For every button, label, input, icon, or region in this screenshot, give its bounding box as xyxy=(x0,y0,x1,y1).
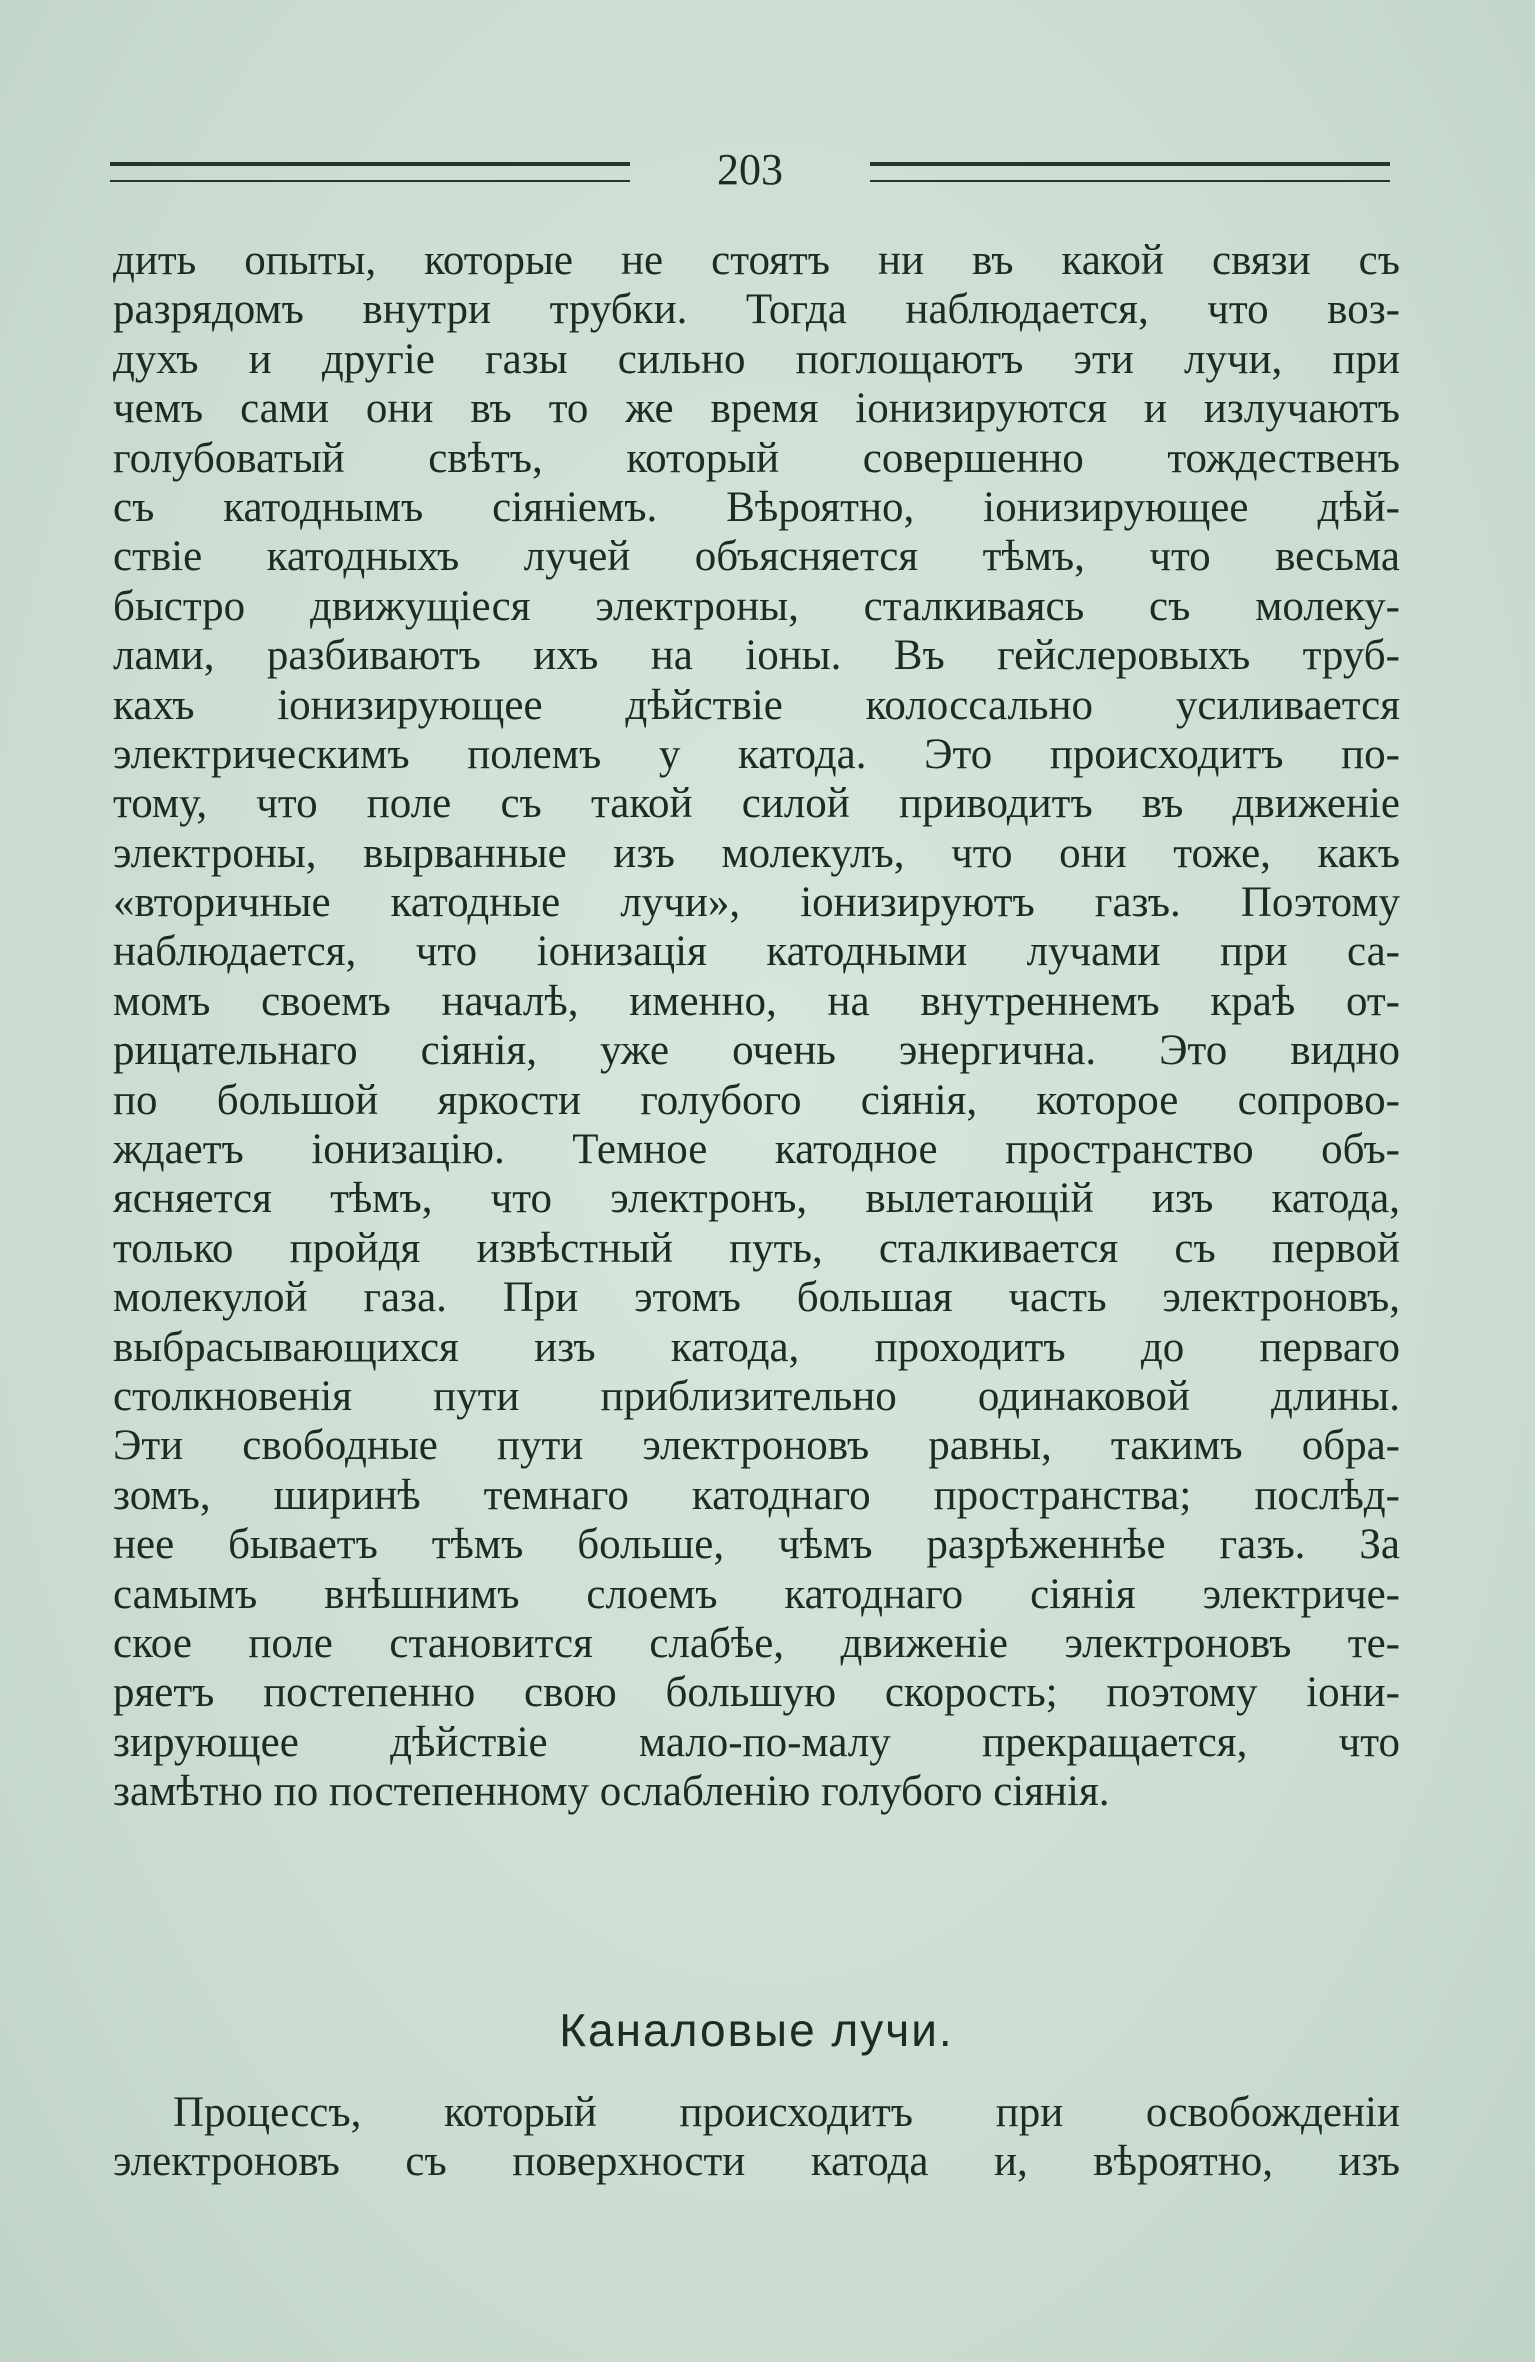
text-line: ряетъ постепенно свою большую скорость; поэтому іони- xyxy=(113,1669,1400,1717)
text-line: зирующее дѣйствіе мало-по-малу прекращается, что xyxy=(113,1718,1400,1766)
text-line: столкновенія пути приблизительно одинаковой длины. xyxy=(113,1372,1400,1420)
text-line: разрядомъ внутри трубки. Тогда наблюдается, что воз- xyxy=(113,286,1400,334)
text-line: духъ и другіе газы сильно поглощаютъ эти лучи, при xyxy=(113,335,1400,383)
paragraph-2 xyxy=(113,2088,1400,2187)
text-line: момъ своемъ началѣ, именно, на внутреннемъ краѣ от- xyxy=(113,977,1400,1025)
text-line: Процессъ, который происходитъ при освобожденіи xyxy=(173,2089,1400,2136)
text-line: быстро движущіеся электроны, сталкиваясь съ молеку- xyxy=(113,582,1400,630)
text-line: электроновъ съ поверхности катода и, вѣроятно, изъ xyxy=(113,2138,1400,2186)
text-line: чемъ сами они въ то же время іонизируются и излучаютъ xyxy=(113,385,1400,433)
text-line: молекулой газа. При этомъ большая часть электроновъ, xyxy=(113,1274,1400,1322)
text-line: ствіе катодныхъ лучей объясняется тѣмъ, что весьма xyxy=(113,533,1400,581)
text-line: выбрасывающихся изъ катода, проходитъ до перваго xyxy=(113,1323,1400,1371)
header-rule-right xyxy=(870,162,1390,182)
text-line: наблюдается, что іонизація катодными лучами при са- xyxy=(113,928,1400,976)
text-line: дить опыты, которые не стоятъ ни въ какой связи съ xyxy=(113,237,1400,284)
paragraph-1 xyxy=(113,236,1400,1817)
text-line: электроны, вырванные изъ молекулъ, что они тоже, какъ xyxy=(113,829,1400,877)
text-line: замѣтно по постепенному ослабленію голубого сіянія. xyxy=(113,1768,1110,1816)
text-line: самымъ внѣшнимъ слоемъ катоднаго сіянія электриче- xyxy=(113,1570,1400,1618)
text-line: лами, разбиваютъ ихъ на іоны. Въ гейслеровыхъ труб- xyxy=(113,632,1400,680)
text-line: рицательнаго сіянія, уже очень энергична. Это видно xyxy=(113,1027,1400,1075)
page-header xyxy=(110,140,1390,200)
text-line: ждаетъ іонизацію. Темное катодное пространство объ- xyxy=(113,1126,1400,1174)
section-heading: Каналовые лучи. xyxy=(559,2004,954,2056)
text-line: по большой яркости голубого сіянія, которое сопрово- xyxy=(113,1076,1400,1124)
text-line: только пройдя извѣстный путь, сталкивается съ первой xyxy=(113,1224,1400,1272)
text-line: съ катоднымъ сіяніемъ. Вѣроятно, іонизирующее дѣй- xyxy=(113,483,1400,531)
text-line: электрическимъ полемъ у катода. Это происходитъ по- xyxy=(113,730,1400,778)
text-line: тому, что поле съ такой силой приводитъ въ движеніе xyxy=(113,780,1400,828)
text-line: зомъ, ширинѣ темнаго катоднаго пространства; послѣд- xyxy=(113,1471,1400,1519)
text-line: Эти свободные пути электроновъ равны, такимъ обра- xyxy=(113,1422,1400,1470)
text-line: ясняется тѣмъ, что электронъ, вылетающій изъ катода, xyxy=(113,1175,1400,1223)
text-line: голубоватый свѣтъ, который совершенно тождественъ xyxy=(113,434,1400,482)
page-number: 203 xyxy=(717,145,783,194)
text-line: ское поле становится слабѣе, движеніе электроновъ те- xyxy=(113,1619,1400,1667)
text-line: кахъ іонизирующее дѣйствіе колоссально усиливается xyxy=(113,681,1400,729)
text-line: «вторичные катодные лучи», іонизируютъ газъ. Поэтому xyxy=(113,879,1400,927)
text-line: нее бываетъ тѣмъ больше, чѣмъ разрѣженнѣе газъ. За xyxy=(113,1521,1400,1569)
